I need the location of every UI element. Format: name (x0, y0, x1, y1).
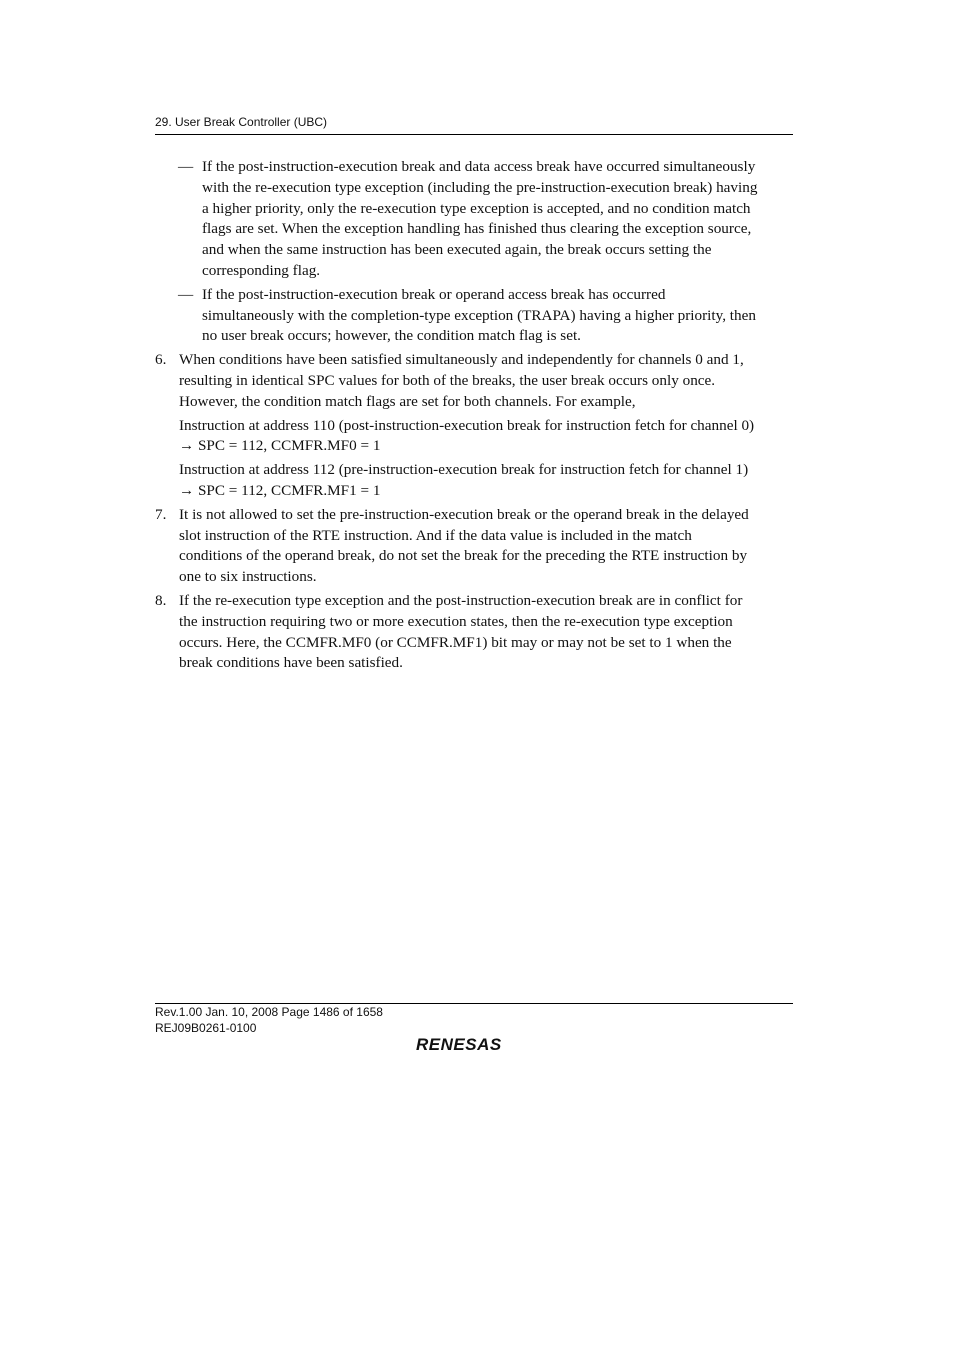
paragraph (179, 416, 795, 458)
text-line: with the re-execution type exception (including the pre-instruction-execution break) having (202, 178, 758, 196)
text-line: simultaneously with the completion-type exception (TRAPA) having a higher priority, then (202, 306, 756, 324)
text-line: → SPC = 112, CCMFR.MF0 = 1 (179, 437, 381, 455)
text-line: Instruction at address 112 (pre-instruction-execution break for instruction fetch for channel 1) (179, 461, 749, 479)
text-line: a higher priority, only the re-execution type exception is accepted, and no condition match (202, 199, 751, 217)
text-line: If the post-instruction-execution break and data access break have occurred simultaneously (202, 158, 756, 175)
dash-mark: — (178, 285, 194, 303)
dash-mark: — (178, 158, 194, 175)
text-line: and when the same instruction has been executed again, the break occurs setting the (202, 241, 712, 259)
text-line: However, the condition match flags are set for both channels. For example, (179, 392, 636, 410)
header-rule (155, 134, 793, 135)
text-line: If the post-instruction-execution break or operand access break has occurred (202, 285, 666, 303)
dash-list-item (155, 285, 795, 347)
page-body (155, 157, 795, 677)
text-line: break conditions have been satisfied. (179, 654, 403, 672)
text-line: the instruction requiring two or more execution states, then the re-execution type exception (179, 612, 733, 630)
text-line: conditions of the operand break, do not set the break for the preceding the RTE instruction by (179, 547, 748, 565)
text-line: slot instruction of the RTE instruction. And if the data value is included in the match (179, 526, 692, 544)
text-line: Instruction at address 110 (post-instruction-execution break for instruction fetch for channel 0) (179, 416, 755, 434)
footer-rule (155, 1003, 793, 1004)
paragraph (179, 591, 795, 674)
page-footer (155, 1005, 383, 1036)
text-line: If the re-execution type exception and the post-instruction-execution break are in conflict for (179, 591, 743, 609)
numbered-item-8 (155, 591, 795, 674)
numbered-item-7 (155, 505, 795, 588)
renesas-logo (414, 1034, 534, 1054)
text-line: When conditions have been satisfied simultaneously and independently for channels 0 and 1, (179, 351, 744, 369)
text-line: no user break occurs; however, the condition match flag is set. (202, 327, 581, 345)
text-line: occurs. Here, the CCMFR.MF0 (or CCMFR.MF1) bit may or may not be set to 1 when the (179, 633, 732, 651)
item-number: 7. (155, 505, 167, 523)
item-number: 6. (155, 351, 167, 369)
text-line: one to six instructions. (179, 568, 317, 586)
logo-wordmark: RENESAS (416, 1035, 502, 1054)
paragraph (179, 350, 795, 412)
numbered-item-6 (155, 350, 795, 502)
text-line: It is not allowed to set the pre-instruction-execution break or the operand break in the delayed (179, 505, 749, 523)
dash-list-item (155, 157, 795, 282)
text-line: flags are set. When the exception handling has finished thus clearing the exception source, (202, 220, 752, 238)
document-code: REJ09B0261-0100 (155, 1020, 257, 1035)
paragraph (179, 505, 795, 588)
paragraph (179, 460, 795, 502)
revision-line: Rev.1.00 Jan. 10, 2008 Page 1486 of 1658 (155, 1005, 383, 1019)
section-title: 29. User Break Controller (UBC) (155, 115, 328, 129)
running-header (155, 115, 793, 129)
text-line: resulting in identical SPC values for both of the breaks, the user break occurs only once. (179, 371, 716, 389)
text-line: corresponding flag. (202, 261, 321, 279)
item-number: 8. (155, 591, 167, 609)
text-line: → SPC = 112, CCMFR.MF1 = 1 (179, 481, 381, 499)
